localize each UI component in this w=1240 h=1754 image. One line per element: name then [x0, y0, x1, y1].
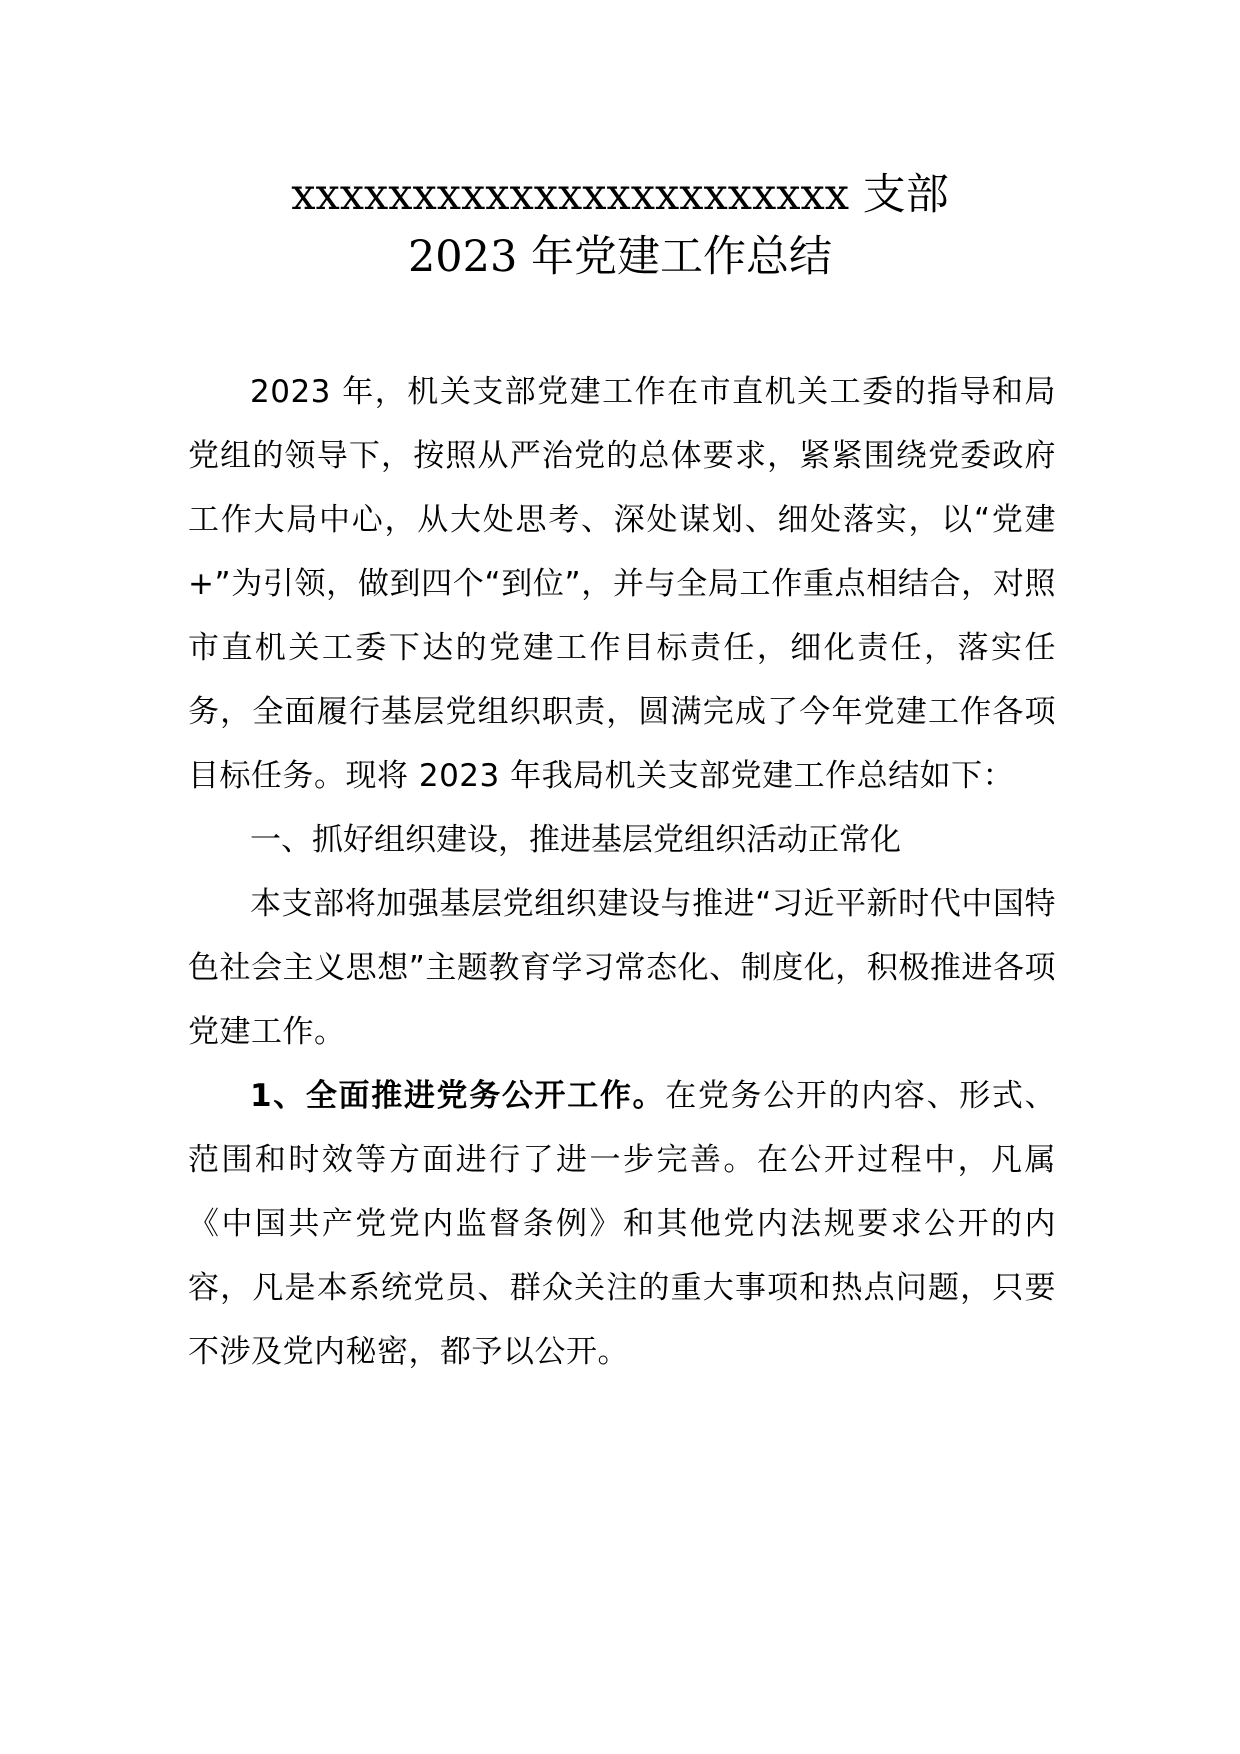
title-line-branch: xxxxxxxxxxxxxxxxxxxxxxx 支部 [291, 170, 949, 220]
intro-paragraph: 2023 年，机关支部党建工作在市直机关工委的指导和局党组的领导下，按照从严治党的总体要求，紧紧围绕党委政府工作大局中心，从大处思考、深处谋划、细处落实，以“党建+”为引领，做到四个“到位”，并与全局工作重点相结合，对照市直机关工委下达的党建工作目标责任，细化责任，落实任务，全面履行基层党组织职责，圆满完成了今年党建工作各项目标任务。现将 2023 年我局机关支部党建工作总结如下： [188, 374, 1056, 794]
item-1-paragraph [188, 1064, 1056, 1384]
section-1-paragraph: 本支部将加强基层党组织建设与推进“习近平新时代中国特色社会主义思想”主题教育学习常态化、制度化，积极推进各项党建工作。 [188, 886, 1056, 1050]
document-body [188, 360, 1056, 1384]
title-line-summary: 2023 年党建工作总结 [407, 232, 833, 282]
document-title [0, 164, 1240, 288]
section-heading-1: 一、抓好组织建设，推进基层党组织活动正常化 [250, 822, 901, 858]
item-1-lead: 1、全面推进党务公开工作。 [250, 1078, 666, 1114]
item-1-text: 在党务公开的内容、形式、范围和时效等方面进行了进一步完善。在公开过程中，凡属《中国共产党党内监督条例》和其他党内法规要求公开的内容，凡是本系统党员、群众关注的重大事项和热点问题，只要不涉及党内秘密，都予以公开。 [188, 1078, 1056, 1370]
